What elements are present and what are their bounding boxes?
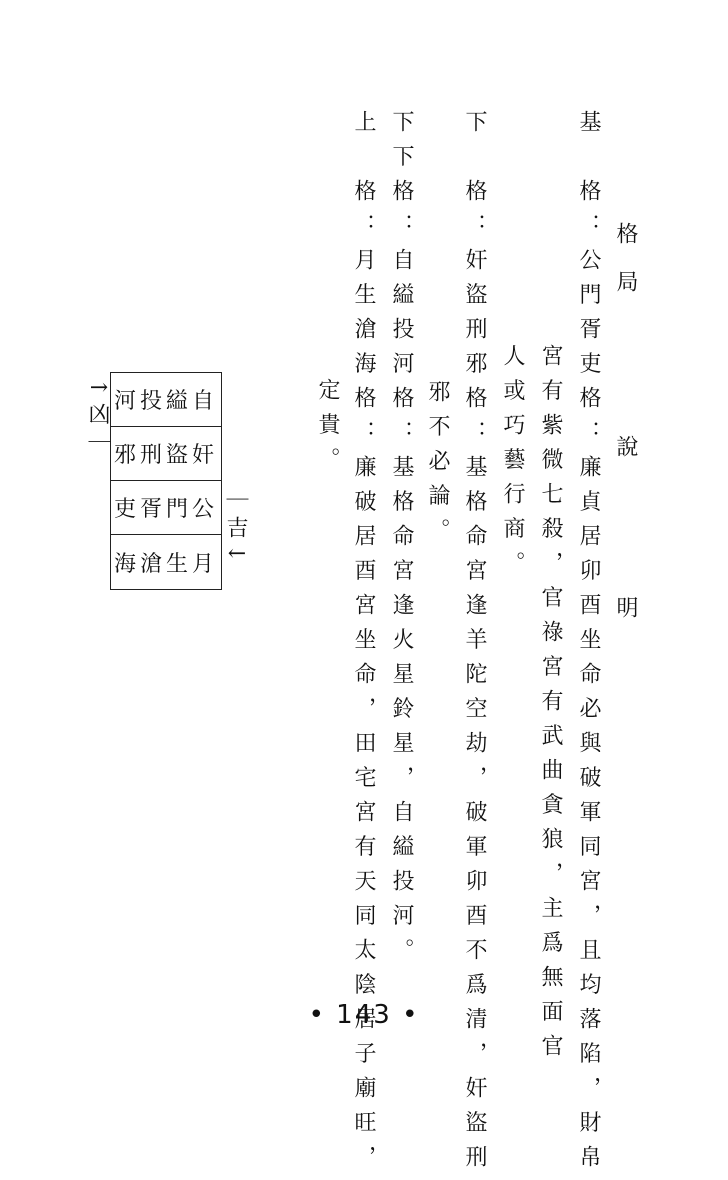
table-row: 海滄生月 — [113, 551, 218, 577]
section-title-char-2: 局 — [613, 270, 638, 305]
text-column-2b: 人或巧藝行商。 — [500, 344, 525, 586]
text-column-2: 宮有紫微七殺，官祿宮有武曲貪狼，主爲無面官 — [538, 344, 563, 1069]
table-row: 邪刑盜奸 — [111, 427, 221, 481]
auspicious-arrow-label: ｜吉↓ — [223, 488, 248, 569]
text-column-5: 下下格：自縊投河格：基格命宮逢火星鈴星，自縊投河。 — [389, 110, 414, 973]
text-column-4: 邪不必論。 — [425, 380, 450, 553]
inauspicious-arrow-label: ↑凶｜ — [85, 378, 110, 459]
text-column-3: 下 格：奸盜刑邪格：基格命宮逢羊陀空劫，破軍卯酉不爲清，奸盜刑 — [462, 110, 487, 1180]
section-title-char-4: 明 — [613, 596, 638, 631]
pattern-table — [110, 372, 222, 590]
section-title-char-3: 說 — [613, 435, 638, 470]
text-column-6: 上 格：月生滄海格：廉破居酉宮坐命，田宅宮有天同太陰居子廟旺， — [351, 110, 376, 1180]
table-row: 河投縊自 — [111, 373, 221, 427]
table-row: 吏胥門公 — [111, 481, 221, 535]
text-column-7: 定貴。 — [315, 378, 340, 482]
page-number: • 143 • — [308, 1000, 420, 1030]
text-column-1: 基 格：公門胥吏格：廉貞居卯酉坐命必與破軍同宮，且均落陷，財帛 — [576, 110, 601, 1180]
section-title-char-1: 格 — [613, 222, 638, 257]
